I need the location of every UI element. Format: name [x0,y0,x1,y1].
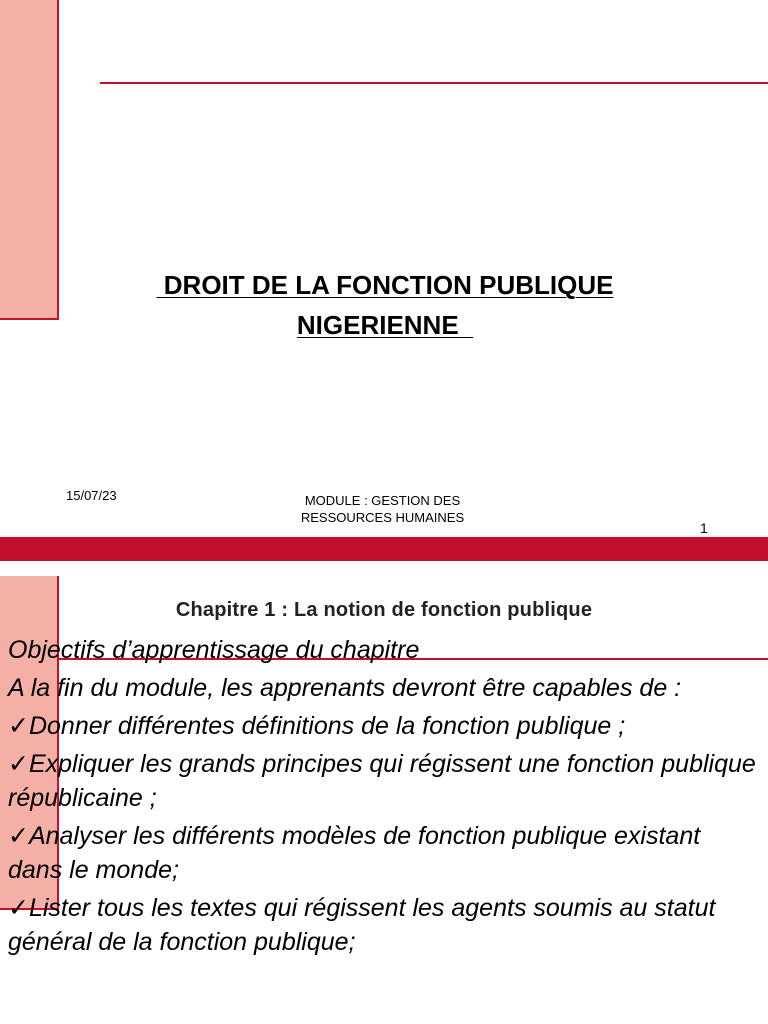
list-item [8,747,760,815]
slide-separator [0,537,768,561]
list-item [8,819,760,887]
checkmark-icon: ✓ [8,894,29,922]
slide-content [8,633,760,963]
objective-text: Lister tous les textes qui régissent les agents soumis au statut général de la fonction publique; [8,894,716,956]
checkmark-icon: ✓ [8,712,29,740]
intro-text: A la fin du module, les apprenants devront être capables de : [8,674,682,702]
top-rule-line [100,82,768,84]
objective-text: Donner différentes définitions de la fonction publique ; [28,712,626,740]
objective-text: Expliquer les grands principes qui régissent une fonction publique républicaine ; [8,750,756,812]
list-item [8,709,760,743]
chapter-title: Chapitre 1 : La notion de fonction publique [175,599,593,621]
list-item [8,891,760,959]
page-number: 1 [700,520,708,536]
objective-text: Analyser les différents modèles de fonction publique existant dans le monde; [8,822,701,884]
footer-date: 15/07/23 [66,488,117,503]
checkmark-icon: ✓ [8,750,29,778]
slide-title: DROIT DE LA FONCTION PUBLIQUE NIGERIENNE [163,270,614,340]
footer-module: MODULE : GESTION DES RESSOURCES HUMAINES [300,493,465,525]
decorative-sidebar-block [0,0,59,320]
objectives-heading: Objectifs d’apprentissage du chapitre [8,636,420,664]
slide-2 [0,561,768,1024]
checkmark-icon: ✓ [8,822,29,850]
